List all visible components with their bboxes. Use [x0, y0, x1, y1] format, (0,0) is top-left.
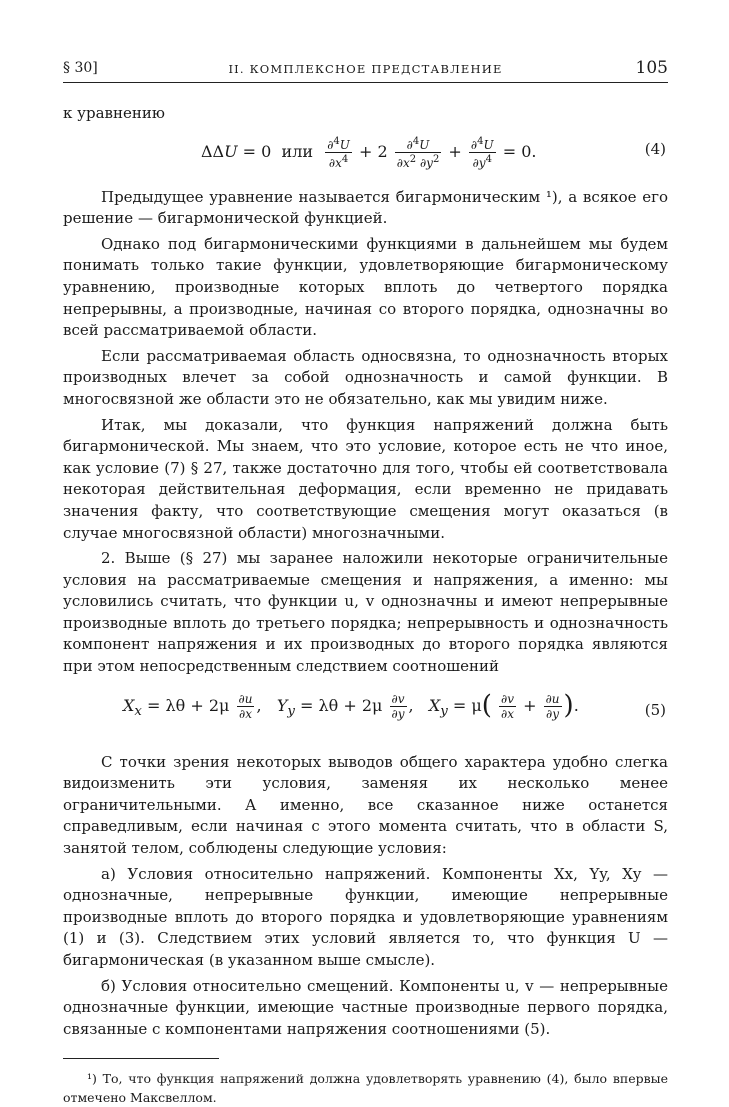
section-ref: § 30] — [63, 60, 98, 76]
paragraph: С точки зрения некоторых выводов общего характера удобно слегка видоизменить эти условия, заменяя их несколько менее ограничительными. А именно, все сказанное ниже останется справедливым, если начиная с этого момента считать, что в области S, занятой телом, соблюдены следующие условия: — [63, 752, 668, 858]
paragraph: Итак, мы доказали, что функция напряжений должна быть бигармонической. Мы знаем, что это условие, которое есть не что иное, как условие (7) § 27, также достаточно для того, чтобы ей соответствовала некоторая действительная деформация, если временно не придавать значения факту, что соответствующие смещения могут оказаться (в случае многосвязной области) многозначными. — [63, 415, 668, 542]
paragraph: б) Условия относительно смещений. Компоненты u, v — непрерывные однозначные функции, имеющие частные производные первого порядка, связанные с компонентами напряжения соотношениями (5). — [63, 976, 668, 1038]
page-number: 105 — [635, 58, 668, 78]
paragraph: а) Условия относительно напряжений. Компоненты Xx, Yy, Xy — однозначные, непрерывные функции, имеющие непрерывные производные вплоть до второго порядка и удовлетворяющие уравнениям (1) и (3). Следствием этих условий является то, что функция U — бигармоническая (в указанном выше смысле). — [63, 864, 668, 969]
equation-4-formula: ΔΔU = 0 или $\frac{\partial^4U}{\partial x^4}$ + 2 $\frac{\partial^4U}{\partial x^2 \partial y^2}$ + $\frac{\partial^4U}{\partial y^4}$ = 0. — [201, 135, 537, 170]
equation-5 — [63, 684, 668, 740]
footnote-rule — [63, 1058, 219, 1059]
paragraph: Предыдущее уравнение называется бигармоническим ¹), а всякое его решение — бигармонической функцией. — [63, 187, 668, 228]
paragraph: 2. Выше (§ 27) мы заранее наложили некоторые ограничительные условия на рассматриваемые смещения и напряжения, а именно: мы условились считать, что функции u, v однозначны и имеют непрерывные производные вплоть до третьего порядка; непрерывность и однозначность компонент напряжения и их производных до второго порядка являются при этом непосредственным следствием соотношений — [63, 549, 668, 676]
equation-5-formula: $X_x = \lambda\theta + 2\mu$ $\frac{\partial u}{\partial x}$ , $Y_y = \lambda\theta + 2\mu$ $\frac{\partial v}{\partial y}$ , $X_y = \mu$( $\frac{\partial v}{\partial x}$ + $\frac{\partial u}{\partial y}$ ). — [123, 690, 579, 721]
paragraph: Если рассматриваемая область односвязна, то однозначность вторых производных влечет за собой однозначность и самой функции. В многосвязной же области это не обязательно, как мы увидим ниже. — [63, 346, 668, 408]
equation-5-label: (5) — [644, 700, 666, 719]
intro-line: к уравнению — [63, 104, 165, 122]
page-body — [63, 103, 668, 1107]
paragraph: Однако под бигармоническими функциями в дальнейшем мы будем понимать только такие функции, удовлетворяющие бигармоническому уравнению, производные которых вплоть до четвертого порядка непрерывны, а производные, начиная со второго порядка, однозначны во всей рассматриваемой области. — [63, 234, 668, 340]
chapter-title: II. КОМПЛЕКСНОЕ ПРЕДСТАВЛЕНИЕ — [228, 62, 503, 76]
equation-4-label: (4) — [644, 139, 666, 158]
equation-4 — [63, 127, 668, 177]
footnote: ¹) То, что функция напряжений должна удовлетворять уравнению (4), было впервые отмечено Максвеллом. — [63, 1071, 668, 1106]
book-page — [63, 58, 668, 1107]
running-header — [63, 58, 668, 83]
